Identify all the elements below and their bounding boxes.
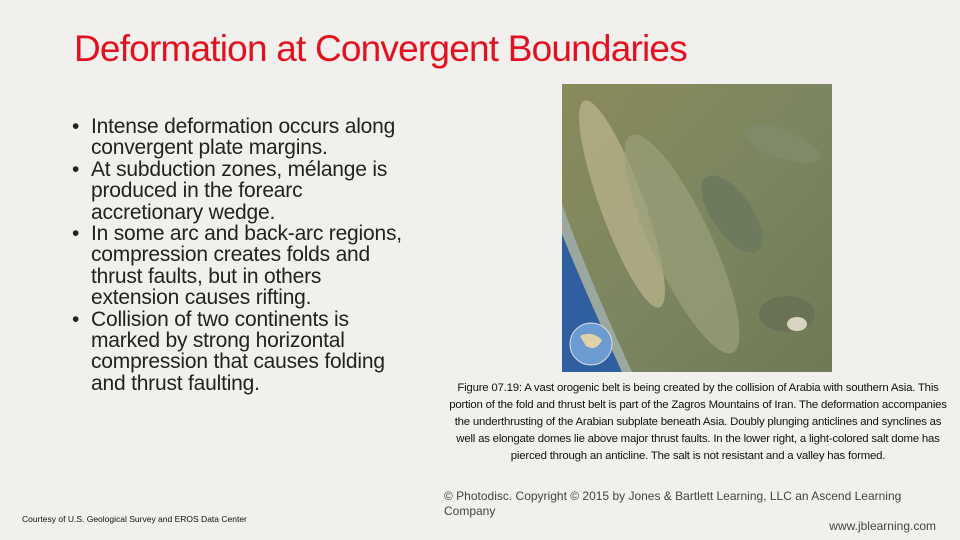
bullet-line: accretionary wedge. [91,200,276,224]
bullet-line: compression that causes folding [91,350,385,374]
bullet-line: In some arc and back-arc regions, [91,222,402,246]
bullet-line: produced in the forearc [91,179,303,203]
bullet-icon: • [72,222,80,246]
bullet-icon: • [72,157,80,181]
bullet-item [72,116,452,159]
bullet-list [72,116,452,394]
satellite-image-zagros [562,84,832,372]
figure-caption: Figure 07.19: A vast orogenic belt is being created by the collision of Arabia with southern Asia. This portion of the fold and thrust belt is part of the Zagros Mountains of Iran. The deformation accompanies the underthrusting of the Arabian subplate beneath Asia. Doubly plunging anticlines and synclines as well as elongate domes lie above major thrust faults. In the lower right, a light-colored salt dome has pierced through an anticline. The salt is not resistant and a valley has formed. [449,382,947,462]
bullet-item [72,159,452,223]
bullet-line: Collision of two continents is [91,307,349,331]
copyright-text: © Photodisc. Copyright © 2015 by Jones & Bartlett Learning, LLC an Ascend Learning Company [444,489,902,518]
copyright-block [444,489,936,534]
bullet-line: thrust faults, but in others [91,264,322,288]
website-link[interactable]: www.jblearning.com [829,519,936,533]
bullet-line: At subduction zones, mélange is [91,157,388,181]
bullet-item [72,223,452,309]
bullet-line: compression creates folds and [91,243,371,267]
bullet-item [72,309,452,395]
image-credit: Courtesy of U.S. Geological Survey and EROS Data Center [22,514,247,524]
bullet-line: extension causes rifting. [91,286,312,310]
bullet-icon: • [72,307,80,331]
bullet-line: Intense deformation occurs along [91,115,396,138]
bullet-line: convergent plate margins. [91,136,328,160]
bullet-icon: • [72,115,80,138]
bullet-line: and thrust faulting. [91,371,260,395]
bullet-line: marked by strong horizontal [91,329,345,353]
slide-title: Deformation at Convergent Boundaries [74,28,687,69]
